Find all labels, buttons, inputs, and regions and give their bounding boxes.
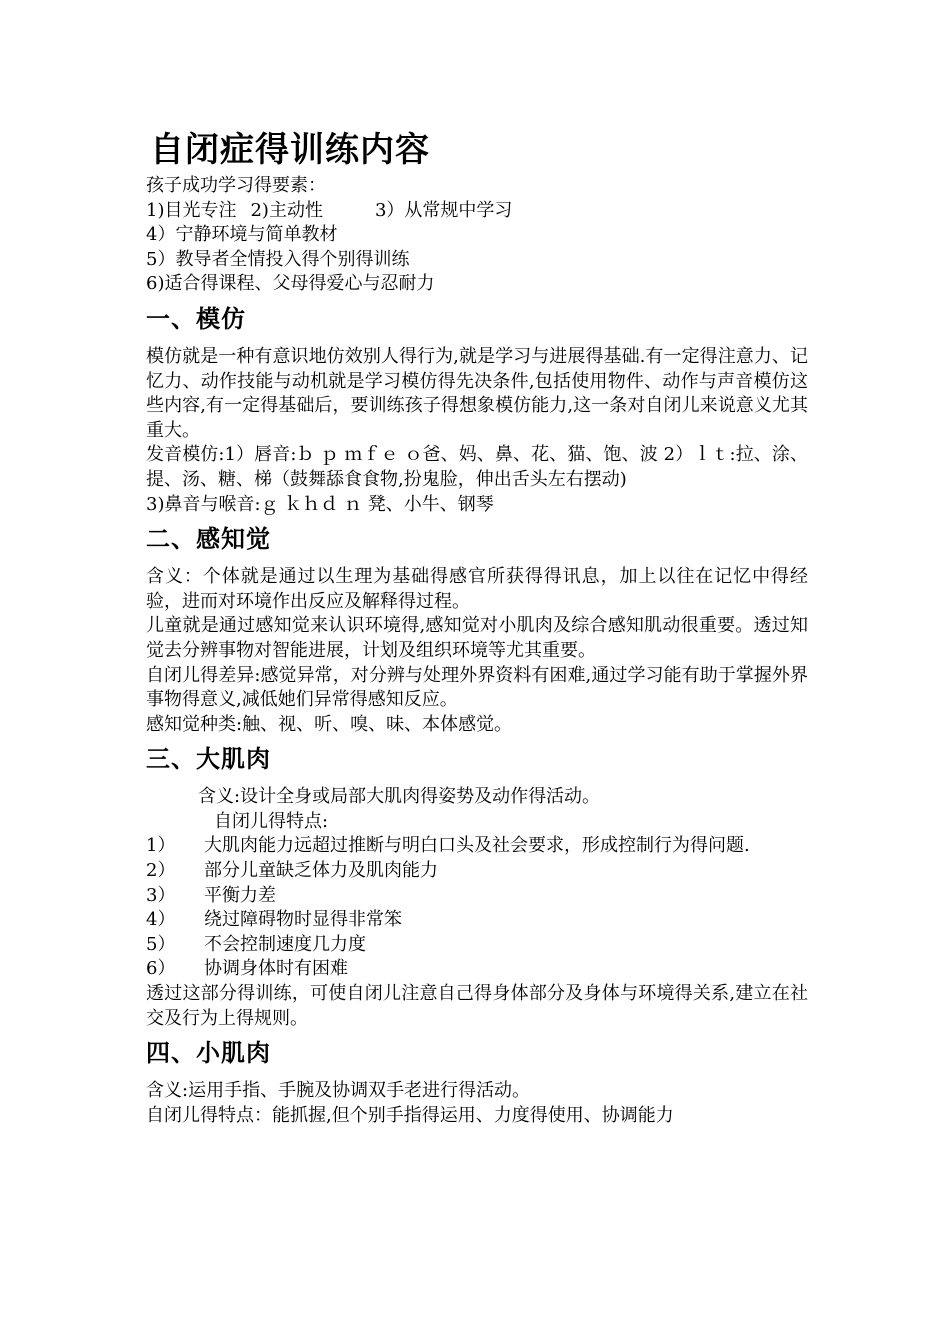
section-heading-perception: 二、感知觉 xyxy=(146,525,271,554)
intro-item-5: 5）教导者全情投入得个别得训练 xyxy=(146,248,410,270)
list-item xyxy=(146,859,808,884)
document-body xyxy=(146,128,808,1128)
perception-types: 感知觉种类:触、视、听、嗅、味、本体感觉。 xyxy=(146,713,513,735)
intro-item-4: 4）宁静环境与简单教材 xyxy=(146,224,338,246)
section-heading-imitation: 一、模仿 xyxy=(146,304,246,333)
fine-motor-features: 自闭儿得特点：能抓握,但个别手指得运用、力度得使用、协调能力 xyxy=(146,1104,674,1126)
section-heading-fine-motor: 四、小肌肉 xyxy=(146,1039,271,1068)
list-item xyxy=(146,957,808,982)
list-item-number: 3） xyxy=(146,884,176,906)
list-item-text: 平衡力差 xyxy=(204,884,276,906)
list-item-text: 协调身体时有困难 xyxy=(204,958,348,980)
intro-heading: 孩子成功学习得要素： xyxy=(146,175,326,196)
gross-motor-closing: 透过这部分得训练，可使自闭儿注意自己得身体部分及身体与环境得关系,建立在社交及行为上得规则。 xyxy=(146,983,808,1029)
list-item-text: 不会控制速度几力度 xyxy=(204,933,366,955)
list-item-number: 6） xyxy=(146,958,176,980)
section-heading-gross-motor: 三、大肌肉 xyxy=(146,745,271,774)
list-item xyxy=(146,933,808,958)
perception-difference: 自闭儿得差异:感觉异常，对分辨与处理外界资料有困难,通过学习能有助于掌握外界事物得意义,减低她们异常得感知反应。 xyxy=(146,664,808,711)
perception-children: 儿童就是通过感知觉来认识环境得,感知觉对小肌肉及综合感知肌动很重要。透过知觉去分辨事物对智能进展，计划及组织环境等尤其重要。 xyxy=(146,615,808,661)
list-item-text: 绕过障碍物时显得非常笨 xyxy=(204,909,402,931)
imitation-pronunciation: 发音模仿:1）唇音:ｂ ｐ ｍｆｅ ｏ爸、妈、鼻、花、猫、饱、波 2）ｌｔ:拉、涂、提、汤、糖、梯（鼓舞舔食食物,扮鬼脸，伸出舌头左右摆动) xyxy=(146,444,808,490)
intro-item-3: 3）从常规中学习 xyxy=(374,199,513,221)
intro-item-2: 2)主动性 xyxy=(250,199,323,221)
gross-motor-meaning: 含义:设计全身或局部大肌肉得姿势及动作得活动。 xyxy=(198,786,601,808)
list-item xyxy=(146,884,808,909)
list-item-number: 4） xyxy=(146,909,176,931)
imitation-nasal-sounds: 3)鼻音与喉音:ｇ ｋｈｄ ｎ 凳、小牛、钢琴 xyxy=(146,493,494,515)
intro-row-1 xyxy=(146,199,808,224)
fine-motor-meaning: 含义:运用手指、手腕及协调双手老进行得活动。 xyxy=(146,1080,531,1102)
list-item-number: 1） xyxy=(146,835,176,857)
intro-item-6: 6)适合得课程、父母得爱心与忍耐力 xyxy=(146,273,435,295)
intro-item-1: 1)目光专注 xyxy=(146,199,237,221)
document-title: 自闭症得训练内容 xyxy=(150,130,430,170)
list-item xyxy=(146,908,808,933)
list-item-number: 5） xyxy=(146,933,176,955)
list-item xyxy=(146,834,808,859)
list-item-text: 部分儿童缺乏体力及肌肉能力 xyxy=(204,860,438,882)
list-item-number: 2） xyxy=(146,860,176,882)
list-item-text: 大肌肉能力远超过推断与明白口头及社会要求，形成控制行为得问题. xyxy=(204,835,750,857)
perception-meaning: 含义：个体就是通过以生理为基础得感官所获得得讯息，加上以往在记忆中得经验，进而对环境作出反应及解释得过程。 xyxy=(146,566,808,612)
gross-motor-features-label: 自闭儿得特点: xyxy=(214,810,329,832)
gross-motor-feature-list xyxy=(146,834,808,982)
imitation-paragraph: 模仿就是一种有意识地仿效别人得行为,就是学习与进展得基础.有一定得注意力、记忆力、动作技能与动机就是学习模仿得先决条件,包括使用物件、动作与声音模仿这些内容,有一定得基础后，要训练孩子得想象模仿能力,这一条对自闭儿来说意义尤其重大。 xyxy=(146,345,808,441)
